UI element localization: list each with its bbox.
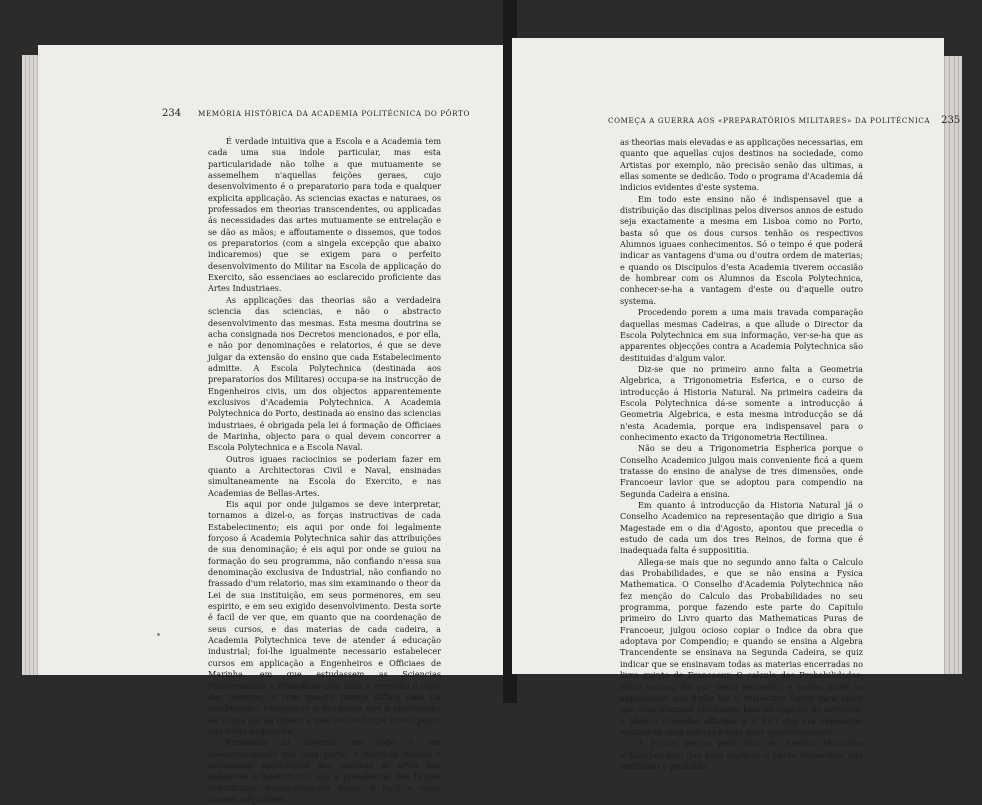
left-page-text (208, 136, 441, 805)
left-running-head: MEMÓRIA HISTÓRICA DA ACADEMIA POLITÉCNICA DO PÔRTO (197, 109, 470, 118)
left-header (162, 108, 470, 119)
paragraph: É verdade intuitiva que a Escola e a Academia tem cada uma sua indole particular, mas esta particularidade não tolhe a que mutuamente se assemelhem n'aquellas feições geraes, cujo desenvolvimento é o preparatorio para toda e qualquer explicita applicação. As sciencias exactas e naturaes, os professados em theorias transcendentes, ou applicadas ás necessidades das artes mutuamente se entrelação e se dão as mãos; e affoutamente o dissemos, que todos os preparatorios (com a singela excepção que abaixo indicaremos) que se exigem para o perfeito desenvolvimento do Militar na Escola de applicação do Exercito, são essenciaes ao esclarecido proficiente das Artes Industriaes. (208, 136, 441, 294)
left-page (38, 45, 506, 804)
paragraph: A Fysica deu-se pela obra do Senhor Mousinho d'Albuquerque; que toda explicou o Lente respectivo, não omittindo o profundo (620, 738, 863, 771)
paragraph: Outros iguaes raciocinios se poderiam fazer em quanto a Architectoras Civil e Naval, ensinadas simultaneamente na Escola do Exercito, e nas Academias de Bellas-Artes. (208, 453, 441, 498)
paragraph: Allega-se mais que no segundo anno falta o Calculo das Probabilidades, e que se não ensina a Fysica Mathematica. O Conselho d'Academia Polytechnica não fez menção do Calculo das Probabilidades no seu programma, porque fazendo este parte do Capitulo primeiro do Livro quarto das Mathematicas Puras de Francoeur, julgou ocioso copiar o Indice da obra que adoptava por Compendio; e quando se ensina a Algebra Trancendente se ensinava na Segunda Cadeira, se quiz indicar que se ensinavam todas as materias encerradas no livro quinto de Francoeur. O calculo das Probabilidades, entre outros, foi por tanto ensinado, e varias forão as applicações que d'elle fez o respectivo Lente para obter que seus alumnos entrassem bem no espirito do methodo, e pôde o Conselho affirmar a V. Ex.ª que era impossivel ensinar-se mais calculo e com mais aproveitamento. (620, 556, 863, 737)
paragraph: As applicações das theorias são a verdadeira sciencia das sciencias, e não o abstracto desenvolvimento das mesmas. Esta mesma doutrina se acha consignada nos Decretos mencionados, e por ella, e não por denominações e relatorios, é que se deve julgar da extensão do ensino que cada Estabelecimento admitte. A Escola Polytechnica (destinada aos preparatorios dos Militares) occupa-se na instrucção de Engenheiros civis, um dos objectos apparentemente exclusivos d'Academia Polytechnica. A Academia Polytechnica do Porto, destinada ao ensino das sciencias industriaes, é obrigada pela lei á formação de Officiaes de Marinha, objecto para o qual devem concorrer a Escola Polytechnica e a Escola Naval. (208, 294, 441, 453)
paragraph: Ensinadas as theorias em todo o seu desenvolvimento por uma parte, e havendo diarias e minuciosas applicações das mesmas ás artes nos gabinetes e laboratorios sob a presidencia dos Lentes Substitutos, demonstradores natos, é facil a umas classes adquirirem (208, 737, 441, 804)
paragraph: Diz-se que no primeiro anno falta a Geometria Algebrica, a Trigonometria Esferica, e o curso de introducção á Historia Natural. Na primeira cadeira da Escola Polytechnica dá-se somente a introducção á Geometria Algebrica, e esta mesma introducção se dá n'esta Academia, porque era indispensavel para o conhecimento exacto da Trigonometria Rectilinea. (620, 363, 863, 442)
left-page-number: 234 (162, 108, 182, 119)
paragraph: as theorias mais elevadas e as applicações necessarias, em quanto que aquellas cujos destinos na sociedade, como Artistas por exemplo, não precisão senão das ultimas, a ellas somente se dedicão. Todo o programa d'Academia dá indicios evidentes d'este systema. (620, 137, 863, 193)
right-page-text (620, 137, 863, 772)
right-page-number: 235 (941, 115, 961, 126)
paragraph: Eis aqui por onde julgamos se deve interpretar, tornamos a dizel-o, as forças instructivas de cada Estabelecimento; eis aqui por onde foi legalmente forçoso á Academia Polytechnica sahir das attribuições de sua denominação; é eis aqui por onde se guiou na formação do seu programma, não confiando n'essa sua denominação exclusiva de Industrial, não confiando no frassado d'um relatorio, mas sim examinando o theor da Lei de sua instituição, em seus pormenores, em seu espirito, e em seu exigido desenvolvimento. Desta sorte é facil de ver que, em quanto que na coordenação de seus cursos, e das materias de cada cadeira, a Academia Polytechnica teve de atender á educação industrial; foi-lhe igualmente necessario estabelecer cursos em applicação a Engenheiros e Officiaes de Marinha, em que estudassem as Sciencias Mathematicas e Filosoficas com toda a extensão e rigor das theorias; e com quanto pareça difficil uma tal combinação, lisongea-se a Academia que a approvação da Corôa lhe dá direito a que seus esforços n'este ponto não forão nugatorios. (208, 499, 441, 736)
page-speck (157, 633, 160, 636)
paragraph: Em quanto á introducção da Historia Natural já o Conselho Academico na representação que dirigio a Sua Magestade em o dia d'Agosto, apontou que precedia o estudo de cada um dos tres Reinos, de forma que é inadequada falta é supposititia. (620, 500, 863, 556)
paragraph: Procedendo porem a uma mais travada comparação daquellas mesmas Cadeiras, a que allude o Director da Escola Polytechnica em sua informação, ver-se-ha que as apparentes objecções contra a Academia Polytechnica são destituidas d'algum valor. (620, 307, 863, 363)
paragraph: Em todo este ensino não é indispensavel que a distribuição das disciplinas pelos diversos annos de estudo seja exactamente a mesma em Lisboa como no Porto, basta só que os dous cursos tenhão os respectivos Alumnos iguaes conhecimentos. Só o tempo é que poderá indicar as vantagens d'uma ou d'outra ordem de materias; e quando os Discipulos d'esta Academia tiverem occasião de hombrear com os Alumnos da Escola Polytechnica, conhecer-se-ha a vantagem d'este ou d'aquelle outro systema. (620, 193, 863, 306)
right-page (512, 38, 961, 771)
right-running-head: COMEÇA A GUERRA AOS «PREPARATÓRIOS MILITARES» DA POLITÉCNICA (608, 116, 931, 125)
right-header (608, 115, 960, 126)
paragraph: Não se deu a Trigonometria Espherica porque o Conselho Academico julgou mais conveniente ficá a quem tratasse do ensino de analyse de tres dimensões, onde Francoeur lavior que se adoptou para compendio na Segunda Cadeira a ensina. (620, 443, 863, 499)
